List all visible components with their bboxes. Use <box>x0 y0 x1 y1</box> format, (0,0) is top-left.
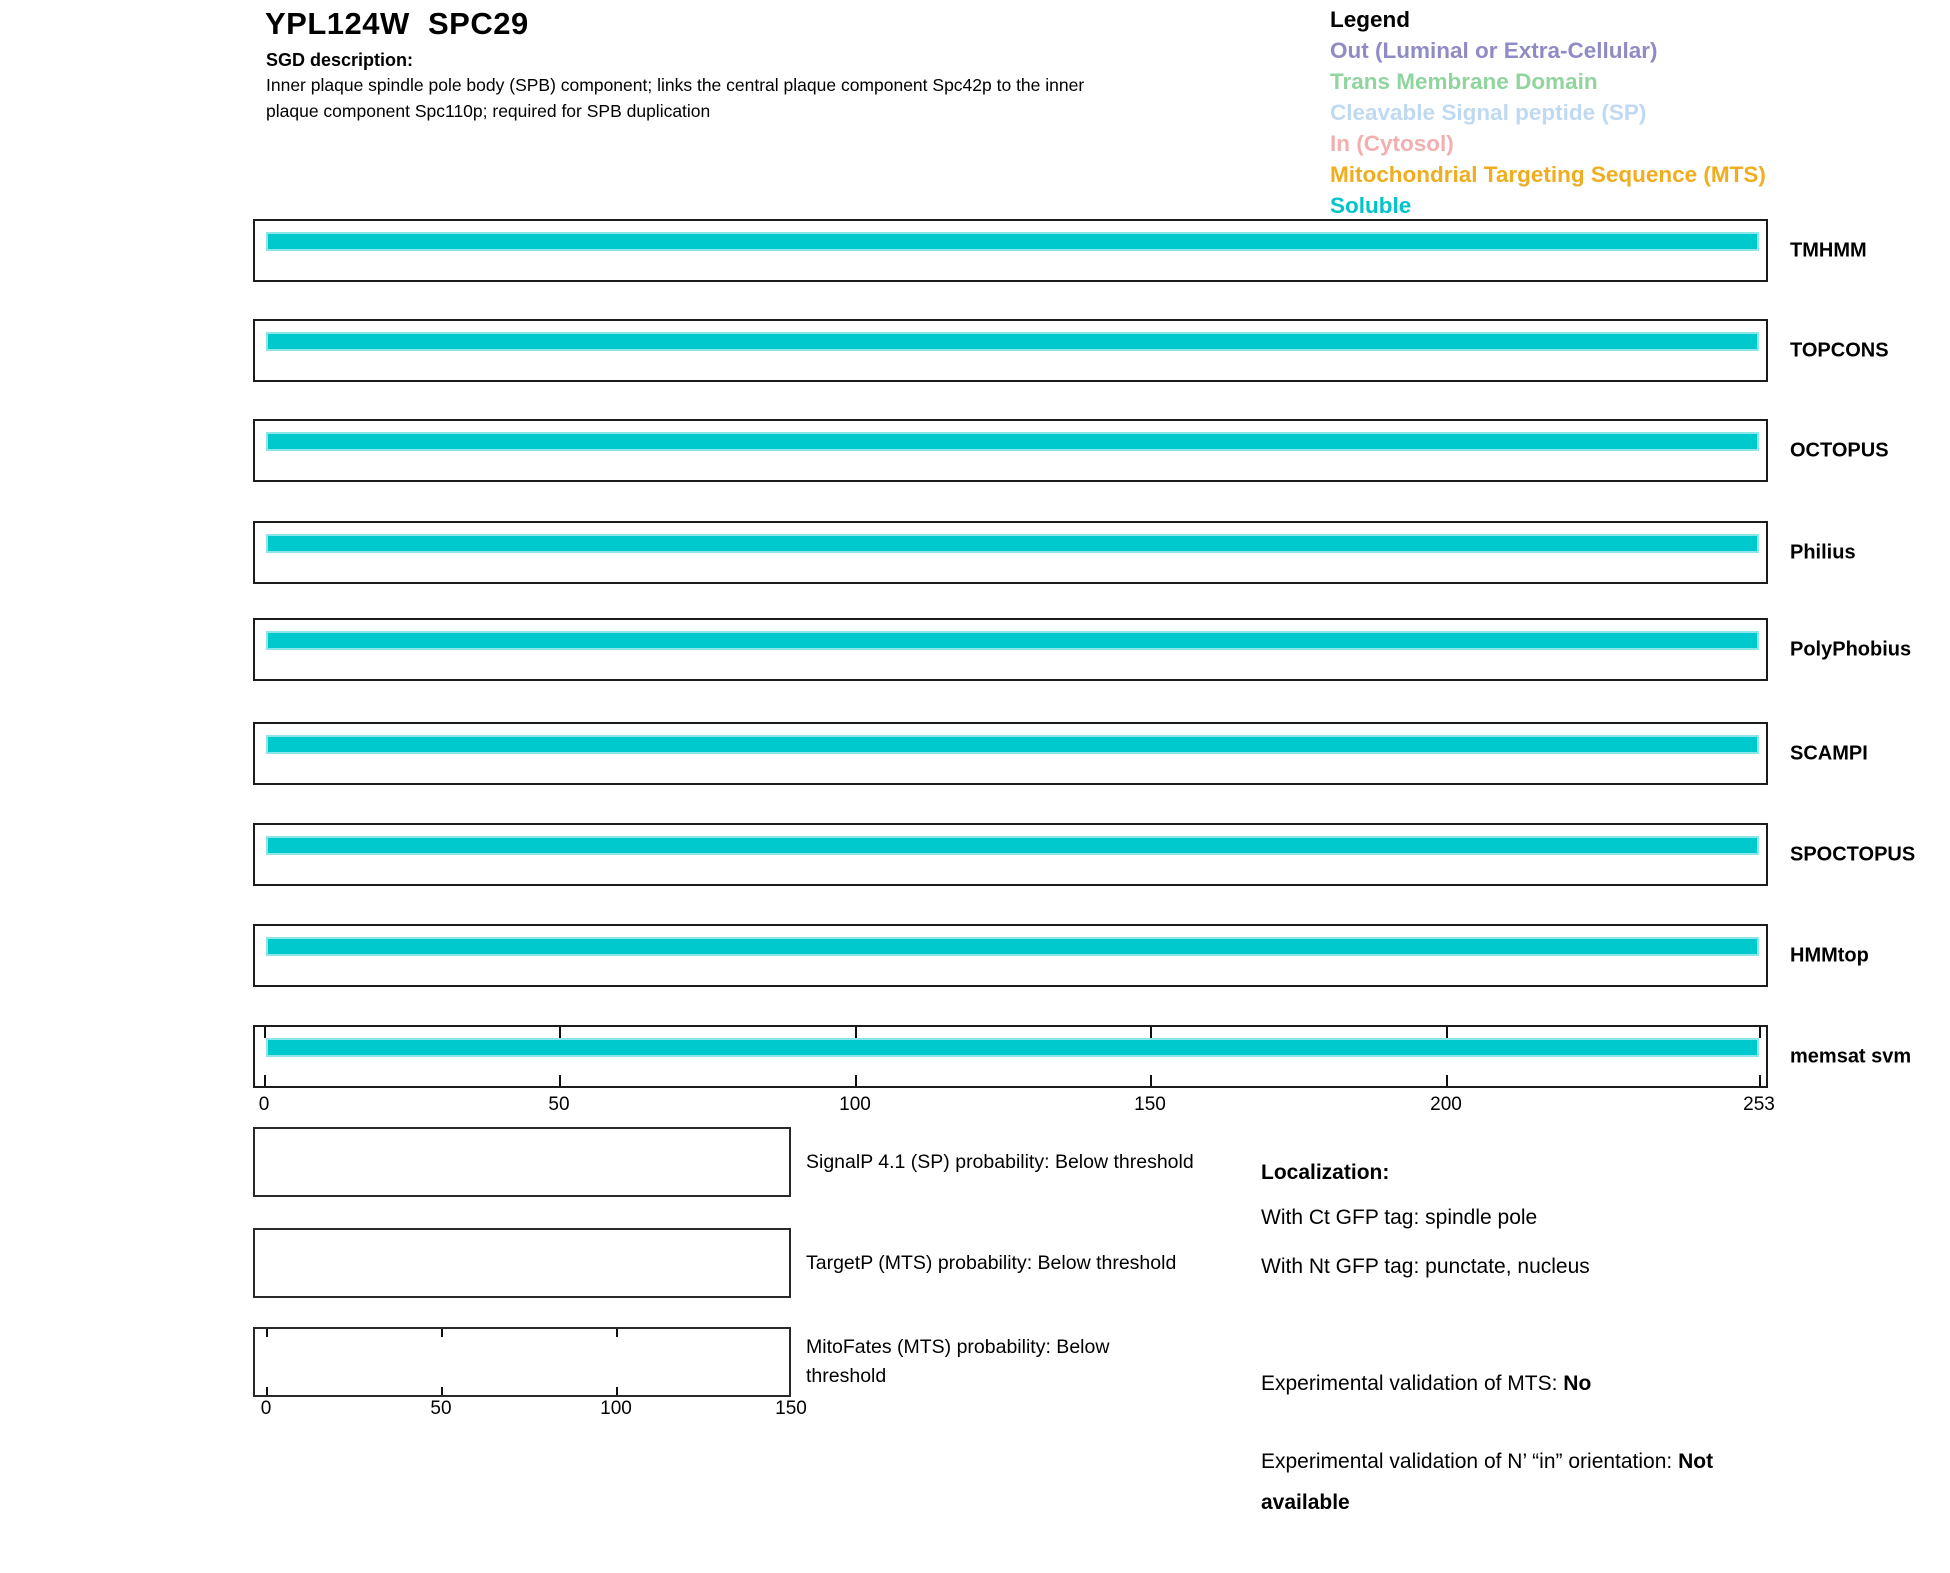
orientation-validation-prefix: Experimental validation of N’ “in” orientation: <box>1261 1450 1679 1473</box>
probability-panel-label: threshold <box>806 1365 887 1387</box>
legend-items <box>1330 35 1766 221</box>
track-label-scampi: SCAMPI <box>1790 742 1868 765</box>
track-label-hmmtop: HMMtop <box>1790 944 1869 967</box>
probability-panel-label: MitoFates (MTS) probability: Below <box>806 1336 1110 1358</box>
soluble-bar <box>266 836 1759 855</box>
probability-panel-box <box>253 1127 791 1197</box>
track-label-octopus: OCTOPUS <box>1790 439 1889 462</box>
legend-item: Soluble <box>1330 193 1412 218</box>
mts-validation-value: No <box>1563 1372 1592 1395</box>
axis-tick <box>264 1075 266 1086</box>
localization-nt-gfp: With Nt GFP tag: punctate, nucleus <box>1261 1255 1590 1278</box>
sgd-description-label: SGD description: <box>266 50 414 70</box>
soluble-bar <box>266 432 1759 451</box>
soluble-bar <box>266 232 1759 251</box>
soluble-bar <box>266 631 1759 650</box>
probability-panel-box <box>253 1228 791 1298</box>
track-label-memsat-svm: memsat svm <box>1790 1045 1912 1068</box>
probability-axis-tick <box>441 1387 443 1395</box>
axis-tick <box>855 1027 857 1038</box>
axis-tick <box>264 1027 266 1038</box>
soluble-bar <box>266 332 1759 351</box>
axis-tick <box>855 1075 857 1086</box>
legend <box>1330 4 1766 221</box>
probability-panel-box <box>253 1327 791 1397</box>
probability-axis-label: 150 <box>775 1398 807 1419</box>
residue-axis-label: 0 <box>258 1094 270 1115</box>
track-label-topcons: TOPCONS <box>1790 339 1889 362</box>
sgd-description-line2: plaque component Spc110p; required for SPB duplication <box>266 101 711 121</box>
orientation-validation-line1 <box>1261 1450 1713 1474</box>
residue-axis-label: 100 <box>839 1094 871 1115</box>
probability-axis-tick <box>266 1387 268 1395</box>
axis-tick <box>1150 1027 1152 1038</box>
track-label-spoctopus: SPOCTOPUS <box>1790 843 1916 866</box>
sgd-description-line1: Inner plaque spindle pole body (SPB) component; links the central plaque component Spc42p to the inner <box>266 75 1085 95</box>
legend-title: Legend <box>1330 7 1411 32</box>
residue-axis-label: 253 <box>1743 1094 1775 1115</box>
axis-tick <box>1150 1075 1152 1086</box>
page-title: YPL124W SPC29 <box>265 6 529 41</box>
soluble-bar <box>266 1038 1759 1057</box>
probability-axis-label: 100 <box>600 1398 632 1419</box>
probability-panel-label: SignalP 4.1 (SP) probability: Below threshold <box>806 1151 1194 1173</box>
residue-axis-label: 50 <box>548 1094 570 1115</box>
axis-tick <box>559 1027 561 1038</box>
residue-axis-label: 150 <box>1134 1094 1166 1115</box>
track-label-philius: Philius <box>1790 541 1856 564</box>
legend-item: Trans Membrane Domain <box>1330 69 1598 94</box>
track-label-polyphobius: PolyPhobius <box>1790 638 1912 661</box>
soluble-bar <box>266 937 1759 956</box>
probability-axis-tick <box>616 1329 618 1337</box>
legend-item: Cleavable Signal peptide (SP) <box>1330 100 1647 125</box>
axis-tick <box>1446 1075 1448 1086</box>
mts-validation-prefix: Experimental validation of MTS: <box>1261 1372 1564 1395</box>
residue-axis-label: 200 <box>1430 1094 1462 1115</box>
localization-heading: Localization: <box>1261 1161 1390 1184</box>
localization-ct-gfp: With Ct GFP tag: spindle pole <box>1261 1206 1538 1229</box>
soluble-bar <box>266 534 1759 553</box>
orientation-validation-value2: available <box>1261 1491 1350 1514</box>
legend-item: Out (Luminal or Extra-Cellular) <box>1330 38 1658 63</box>
legend-item: Mitochondrial Targeting Sequence (MTS) <box>1330 162 1766 187</box>
probability-axis-label: 0 <box>260 1398 272 1419</box>
axis-tick <box>1446 1027 1448 1038</box>
axis-tick <box>1759 1075 1761 1086</box>
probability-axis-tick <box>616 1387 618 1395</box>
soluble-bar <box>266 735 1759 754</box>
legend-item: In (Cytosol) <box>1330 131 1454 156</box>
axis-tick <box>1759 1027 1761 1038</box>
orientation-validation-value1: Not <box>1678 1450 1714 1473</box>
probability-axis-label: 50 <box>430 1398 452 1419</box>
probability-panel-label: TargetP (MTS) probability: Below threshold <box>806 1252 1177 1274</box>
axis-tick <box>559 1075 561 1086</box>
probability-axis-tick <box>441 1329 443 1337</box>
track-label-tmhmm: TMHMM <box>1790 239 1867 262</box>
mts-validation-line <box>1261 1372 1591 1396</box>
probability-axis-tick <box>266 1329 268 1337</box>
